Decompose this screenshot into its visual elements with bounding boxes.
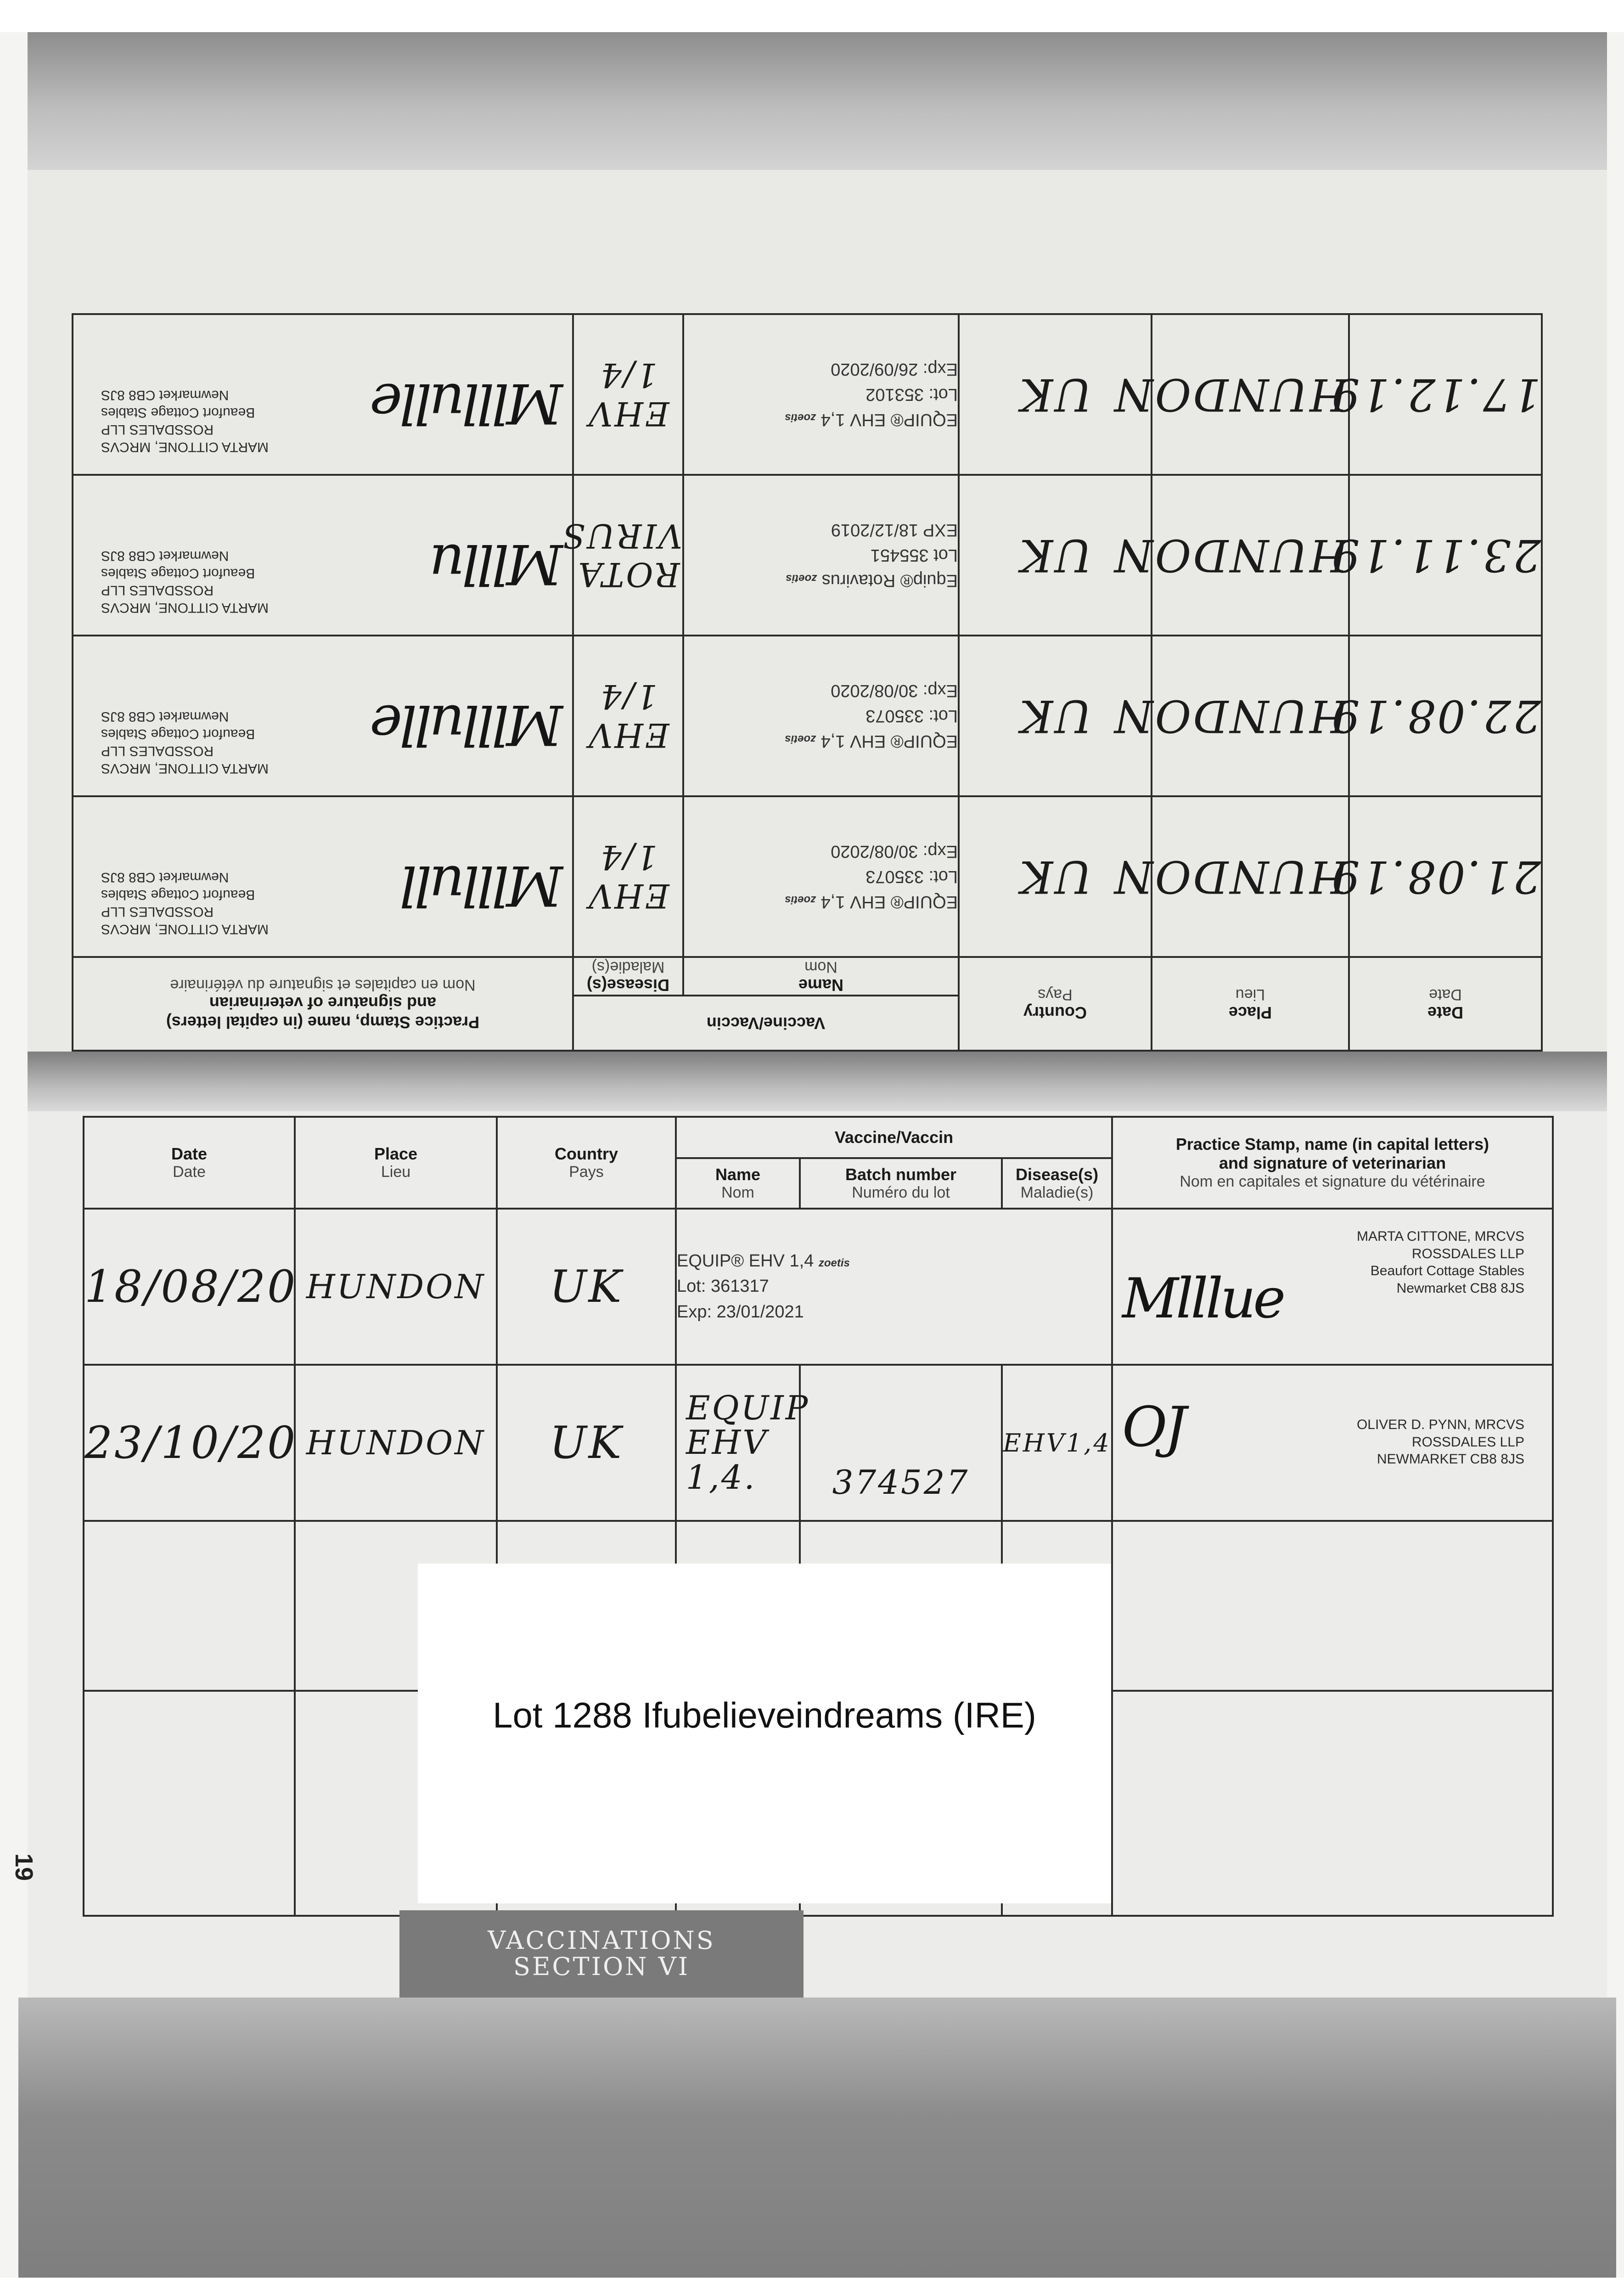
exp-label: Exp: — [677, 1302, 712, 1322]
stamp-vet-name: MARTA CITTONE, MRCVS — [101, 600, 269, 615]
scan-margin-top — [0, 0, 1624, 32]
lot-label: Lot — [933, 546, 958, 565]
vaccine-sticker — [676, 1209, 1112, 1365]
vet-signature: OJ — [1122, 1396, 1184, 1459]
lot-label: Lot: — [928, 867, 958, 887]
lot-label: Lot: — [928, 706, 958, 726]
header-name: Name Nom — [676, 1158, 800, 1209]
stamp-town: Newmarket CB8 8JS — [101, 870, 229, 885]
section-subtitle: SECTION VI — [513, 1952, 690, 1981]
lot-number: 353102 — [865, 385, 924, 405]
vaccine-sticker — [683, 796, 959, 957]
header-place: Place Lieu — [1152, 957, 1349, 1051]
stamp-town: NEWMARKET CB8 8JS — [1377, 1452, 1525, 1467]
row-disease: EHV 1/4 — [573, 636, 683, 796]
stamp-practice: ROSSDALES LLP — [101, 743, 214, 759]
vet-stamp — [1112, 1365, 1553, 1521]
row-date: 17.12.19 — [1349, 314, 1542, 475]
scanner-shadow-top — [28, 32, 1607, 170]
stamp-town: Newmarket CB8 8JS — [101, 548, 229, 564]
table-row — [73, 314, 1542, 475]
header-date: Date Date — [1349, 957, 1542, 1051]
table-row — [84, 1209, 1553, 1365]
row-place: HUNDON — [1152, 796, 1349, 957]
sticker-brand: zoetis — [785, 411, 816, 424]
section-title: VACCINATIONS — [488, 1926, 715, 1955]
stamp-address: Beaufort Cottage Stables — [101, 405, 255, 420]
exp-label: EXP — [923, 520, 958, 540]
row-country: UK — [959, 314, 1152, 475]
sticker-brand: zoetis — [785, 733, 816, 746]
header-country: Country Pays — [959, 957, 1152, 1051]
stamp-practice: ROSSDALES LLP — [101, 583, 214, 598]
stamp-vet-name: MARTA CITTONE, MRCVS — [1356, 1229, 1525, 1244]
scan-margin-bottom — [0, 2278, 1624, 2296]
vet-stamp — [73, 636, 573, 796]
sticker-name: EQUIP® EHV 1,4 — [820, 892, 958, 912]
row-country: UK — [497, 1365, 676, 1521]
row-disease: ROTA VIRUS — [573, 475, 683, 636]
lot-number: 361317 — [710, 1277, 769, 1296]
row-vaccine-name: EQUIP EHV 1,4. — [676, 1365, 800, 1521]
header-stamp: Practice Stamp, name (in capital letters) and signature of veterinarian Nom en capitales et signature du vétérinaire — [1112, 1117, 1553, 1209]
vet-stamp — [73, 475, 573, 636]
vet-signature: Mlllu — [432, 531, 563, 596]
row-country: UK — [959, 796, 1152, 957]
upper-vaccination-table — [72, 313, 1543, 1052]
sticker-name: EQUIP® EHV 1,4 — [820, 732, 958, 751]
stamp-address: Beaufort Cottage Stables — [1370, 1263, 1525, 1278]
table-row — [73, 796, 1542, 957]
row-date: 23.11.19 — [1349, 475, 1542, 636]
header-stamp: Practice Stamp, name (in capital letters) and signature of veterinarian Nom en capitales et signature du vétérinaire — [73, 957, 573, 1051]
stamp-address: Beaufort Cottage Stables — [101, 726, 255, 742]
vaccine-sticker — [683, 475, 959, 636]
row-disease: EHV 1/4 — [573, 314, 683, 475]
sticker-brand: zoetis — [786, 572, 817, 585]
exp-label: Exp: — [922, 359, 958, 379]
table-row — [84, 1365, 1553, 1521]
row-date: 23/10/20 — [84, 1365, 295, 1521]
exp-label: Exp: — [922, 841, 958, 861]
book-spine — [28, 1052, 1607, 1111]
row-disease: EHV 1/4 — [573, 796, 683, 957]
lot-caption: Lot 1288 Ifubelieveindreams (IRE) — [493, 1695, 1036, 1735]
sticker-name: EQUIP® EHV 1,4 — [677, 1251, 814, 1271]
stamp-vet-name: MARTA CITTONE, MRCVS — [101, 760, 269, 776]
upper-page-content — [28, 170, 1607, 1052]
header-country: Country Pays — [497, 1117, 676, 1209]
exp-date: 30/08/2020 — [831, 841, 918, 861]
header-disease: Disease(s) Maladie(s) — [1002, 1158, 1112, 1209]
vet-stamp — [1112, 1209, 1553, 1365]
exp-date: 26/09/2020 — [831, 359, 918, 379]
sticker-brand: zoetis — [785, 894, 816, 906]
stamp-town: Newmarket CB8 8JS — [101, 388, 229, 403]
header-vaccine: Vaccine/Vaccin — [573, 996, 959, 1051]
vaccine-sticker — [683, 636, 959, 796]
row-country: UK — [497, 1209, 676, 1365]
sticker-name: Equip® Rotavirus — [821, 571, 958, 591]
row-date: 18/08/20 — [84, 1209, 295, 1365]
lot-number: 335073 — [865, 706, 924, 726]
page-number: 19 — [10, 1853, 38, 1881]
vet-stamp — [73, 796, 573, 957]
section-tab — [399, 1910, 804, 2007]
exp-date: 23/01/2021 — [716, 1302, 804, 1322]
stamp-practice: ROSSDALES LLP — [101, 904, 214, 920]
row-country: UK — [959, 475, 1152, 636]
stamp-vet-name: MARTA CITTONE, MRCVS — [101, 439, 269, 455]
lot-number: 355451 — [870, 546, 929, 565]
header-date: Date Date — [84, 1117, 295, 1209]
lot-number: 335073 — [865, 867, 924, 887]
stamp-town: Newmarket CB8 8JS — [101, 709, 229, 725]
vaccine-sticker — [683, 314, 959, 475]
header-place: Place Lieu — [295, 1117, 497, 1209]
header-disease: Disease(s) Maladie(s) — [573, 957, 683, 996]
sticker-name: EQUIP® EHV 1,4 — [820, 410, 958, 430]
lot-label: Lot: — [677, 1277, 706, 1296]
vet-signature: Mlllulle — [372, 692, 563, 756]
lot-label: Lot: — [928, 385, 958, 405]
stamp-vet-name: MARTA CITTONE, MRCVS — [101, 921, 269, 937]
header-vaccine: Vaccine/Vaccin — [676, 1117, 1112, 1158]
table-row — [73, 475, 1542, 636]
exp-label: Exp: — [922, 681, 958, 700]
row-place: HUNDON — [1152, 636, 1349, 796]
stamp-address: Beaufort Cottage Stables — [101, 565, 255, 581]
row-batch: 374527 — [800, 1365, 1002, 1521]
row-disease: EHV1,4 — [1002, 1365, 1112, 1521]
upper-page-rotated — [28, 170, 1607, 1052]
row-place: HUNDON — [1152, 475, 1349, 636]
sticker-brand: zoetis — [818, 1257, 850, 1270]
header-name: Name Nom — [683, 957, 959, 996]
vet-signature: Mlllull — [402, 853, 563, 917]
row-place: HUNDON — [295, 1209, 497, 1365]
row-date: 22.08.19 — [1349, 636, 1542, 796]
stamp-town: Newmarket CB8 8JS — [1396, 1280, 1525, 1296]
header-batch: Batch number Numéro du lot — [800, 1158, 1002, 1209]
vet-stamp — [73, 314, 573, 475]
table-row — [73, 636, 1542, 796]
lot-caption-box — [418, 1564, 1111, 1903]
row-date: 21.08.19 — [1349, 796, 1542, 957]
stamp-practice: ROSSDALES LLP — [101, 422, 214, 438]
row-place: HUNDON — [1152, 314, 1349, 475]
exp-date: 18/12/2019 — [831, 520, 919, 540]
stamp-address: Beaufort Cottage Stables — [101, 887, 255, 902]
exp-date: 30/08/2020 — [831, 681, 918, 700]
row-place: HUNDON — [295, 1365, 497, 1521]
vet-signature: Mlllue — [1122, 1267, 1283, 1331]
stamp-practice: ROSSDALES LLP — [1411, 1246, 1525, 1261]
stamp-practice: ROSSDALES LLP — [1411, 1434, 1525, 1450]
stamp-vet-name: OLIVER D. PYNN, MRCVS — [1356, 1417, 1525, 1432]
row-country: UK — [959, 636, 1152, 796]
vet-signature: Mlllulle — [372, 371, 563, 435]
scanner-shadow-bottom — [18, 1998, 1616, 2296]
